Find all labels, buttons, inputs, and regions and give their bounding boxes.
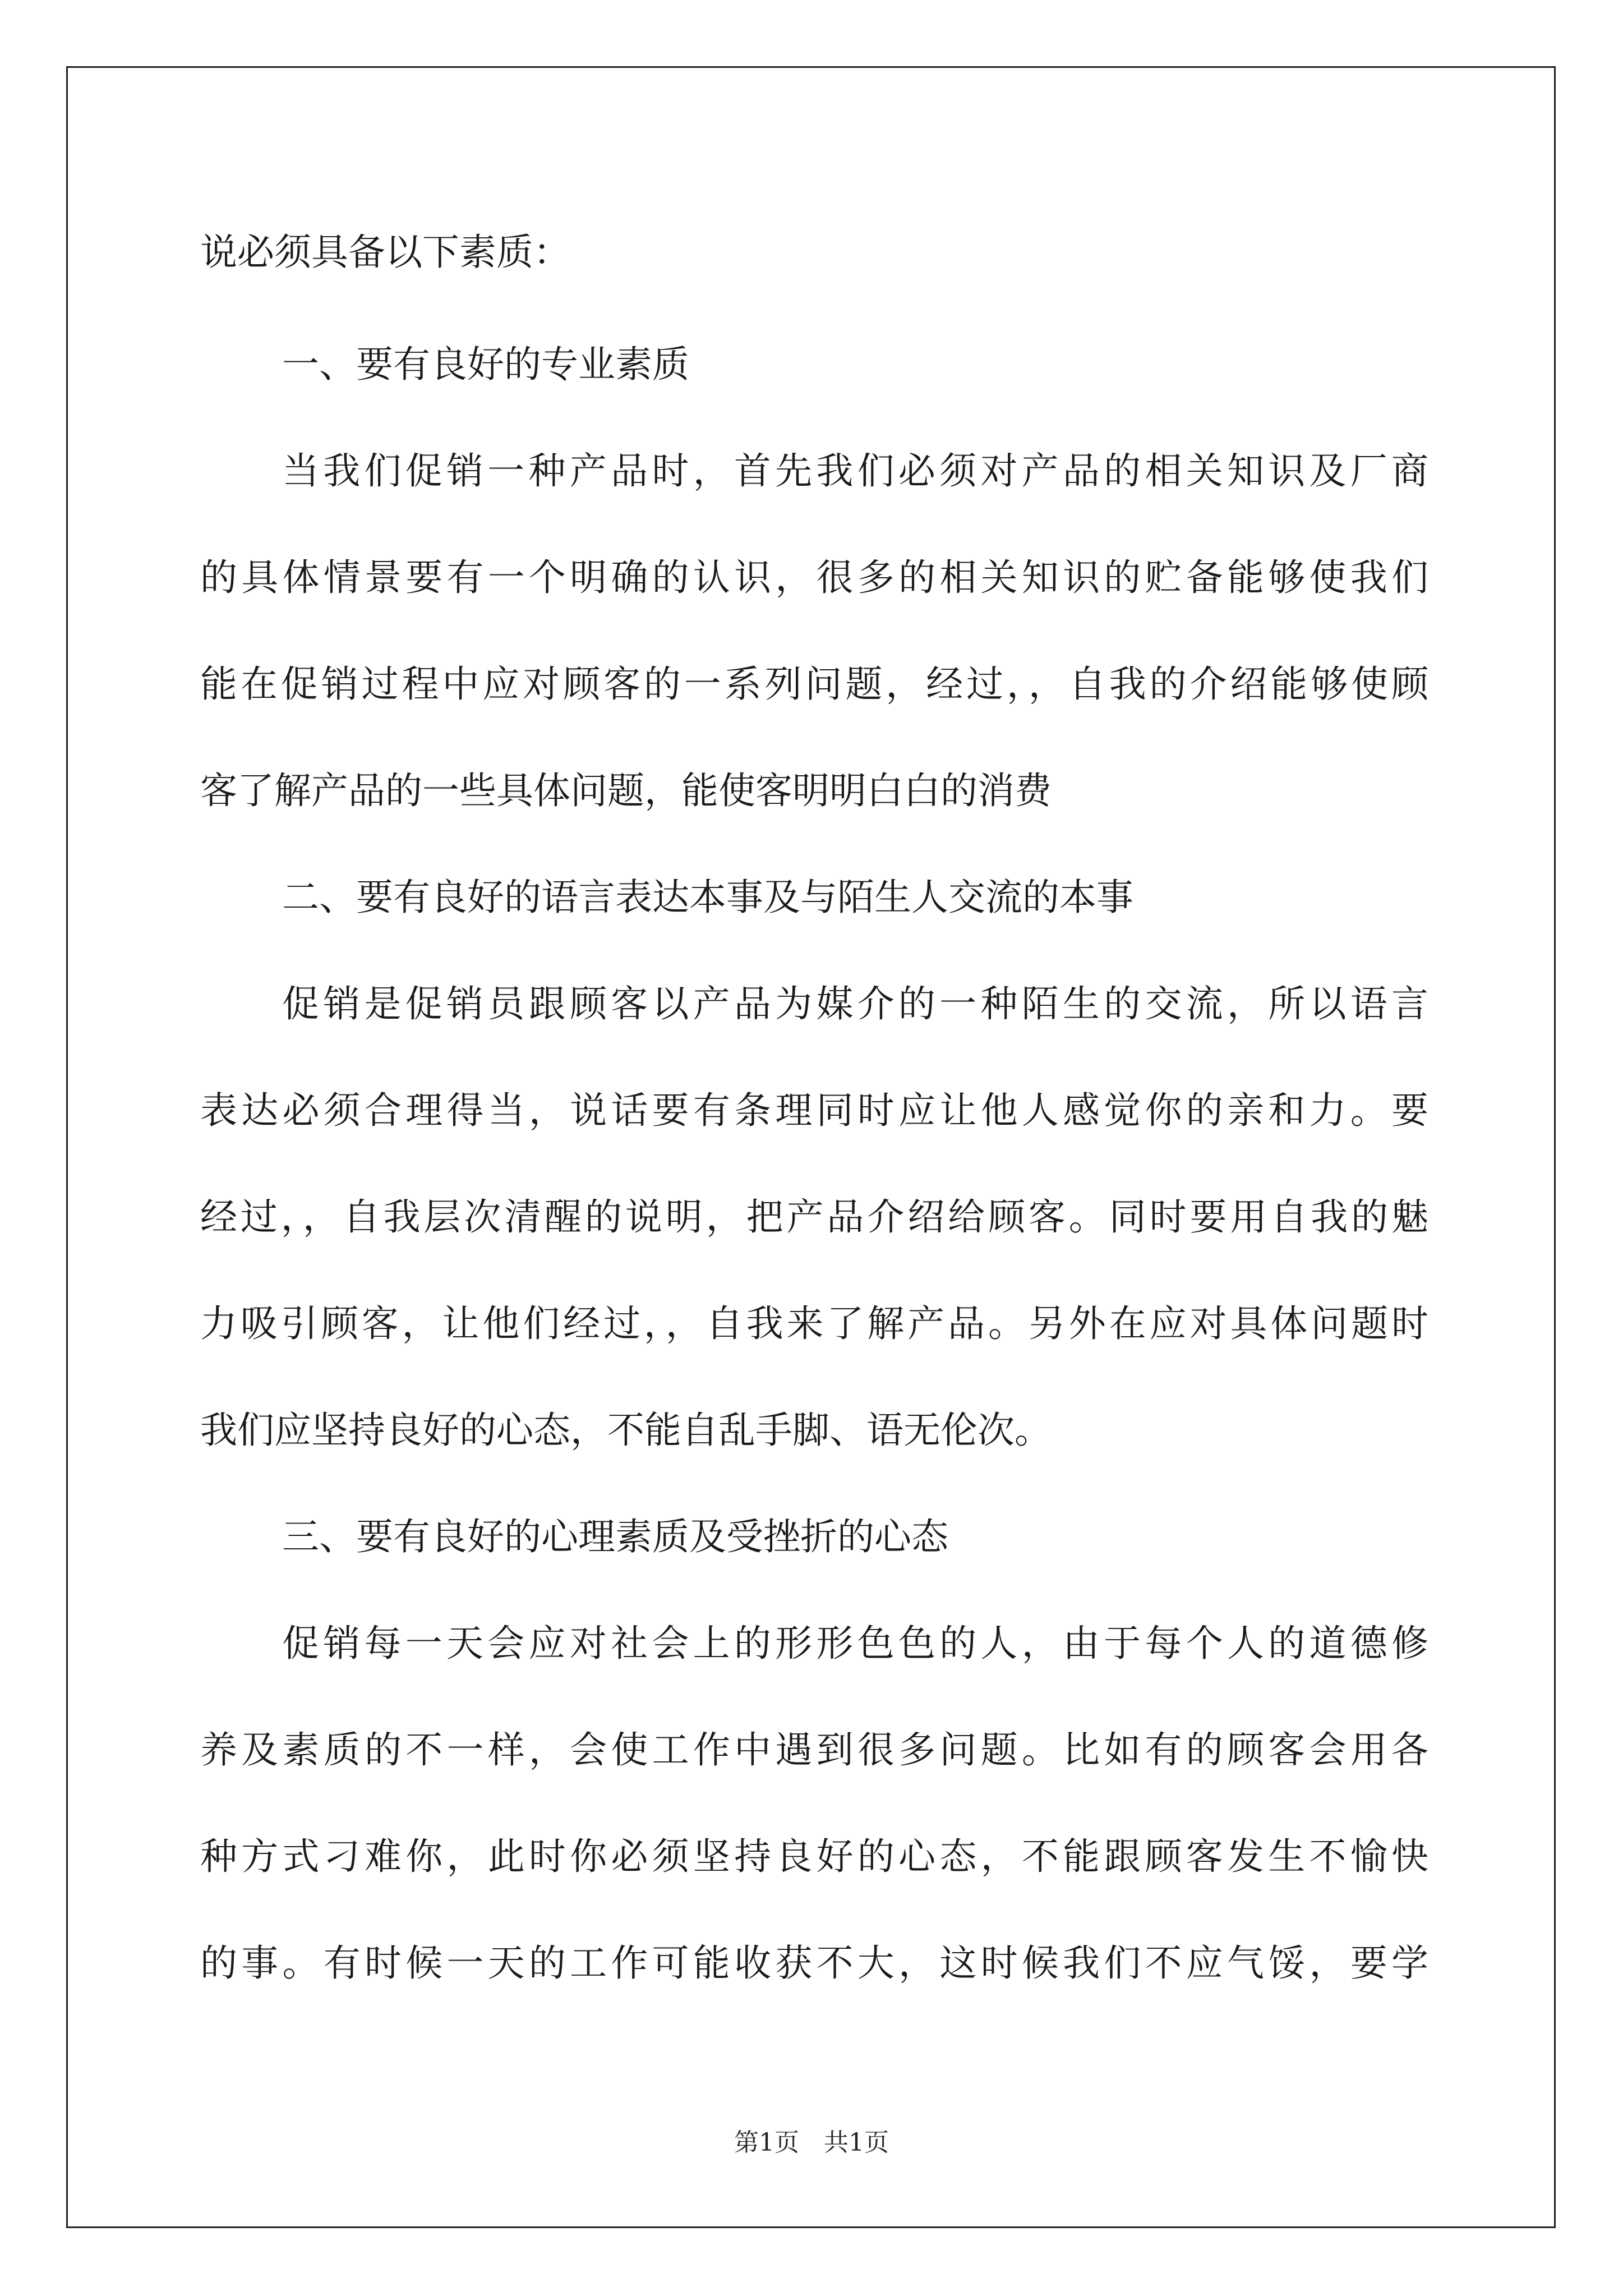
text-line: 力吸引顾客，让他们经过，，自我来了解产品。另外在应对具体问题时 <box>200 1302 1428 1345</box>
page-number: 第1页 共1页 <box>734 2128 889 2157</box>
text-line: 促销是促销员跟顾客以产品为媒介的一种陌生的交流，所以语言 <box>282 982 1428 1025</box>
section-heading: 三、要有良好的心理素质及受挫折的心态 <box>282 1515 948 1558</box>
text-line: 种方式刁难你，此时你必须坚持良好的心态，不能跟顾客发生不愉快 <box>200 1835 1428 1878</box>
text-line: 表达必须合理得当，说话要有条理同时应让他人感觉你的亲和力。要 <box>200 1089 1428 1132</box>
text-line: 能在促销过程中应对顾客的一系列问题，经过，，自我的介绍能够使顾 <box>200 662 1428 706</box>
text-line: 促销每一天会应对社会上的形形色色的人，由于每个人的道德修 <box>282 1622 1428 1665</box>
section-heading: 一、要有良好的专业素质 <box>282 343 689 386</box>
document-body <box>200 219 1428 2036</box>
text-line: 养及素质的不一样，会使工作中遇到很多问题。比如有的顾客会用各 <box>200 1728 1428 1772</box>
text-line: 经过，，自我层次清醒的说明，把产品介绍给顾客。同时要用自我的魅 <box>200 1195 1428 1239</box>
text-line: 的事。有时候一天的工作可能收获不大，这时候我们不应气馁，要学 <box>200 1941 1428 1985</box>
text-line: 客了解产品的一些具体问题，能使客明明白白的消费 <box>200 769 1052 812</box>
text-line: 我们应坚持良好的心态，不能自乱手脚、语无伦次。 <box>200 1409 1052 1452</box>
text-line: 当我们促销一种产品时，首先我们必须对产品的相关知识及厂商 <box>282 449 1428 493</box>
text-line: 的具体情景要有一个明确的认识，很多的相关知识的贮备能够使我们 <box>200 556 1428 599</box>
section-heading: 二、要有良好的语言表达本事及与陌生人交流的本事 <box>282 876 1133 919</box>
text-line: 说必须具备以下素质： <box>200 231 570 274</box>
